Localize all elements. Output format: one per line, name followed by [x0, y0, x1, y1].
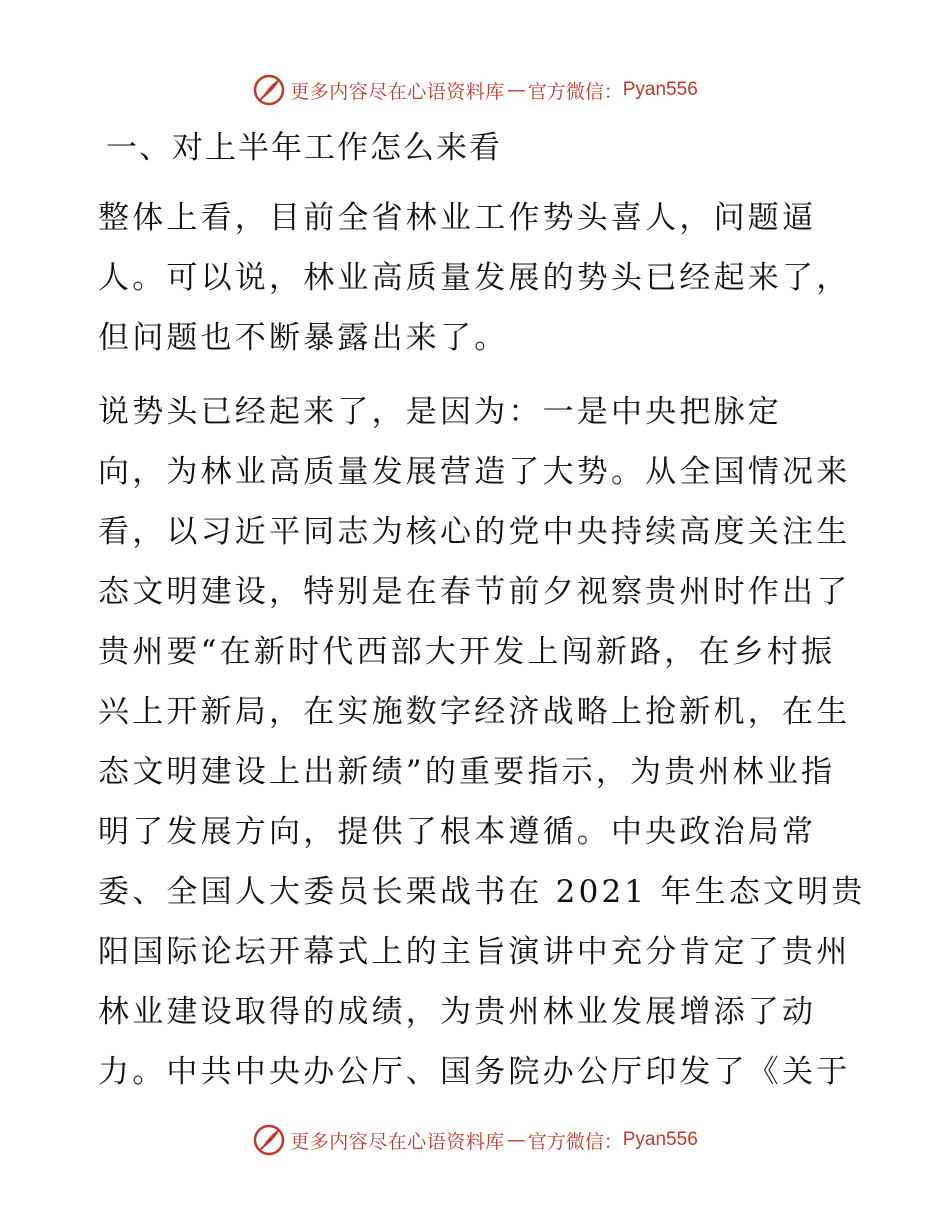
text-line: 阳国际论坛开幕式上的主旨演讲中充分肯定了贵州 [98, 934, 851, 970]
watermark-site-text: 更多内容尽在心语资料库 [290, 1130, 505, 1153]
watermark-wechat-id: Pyan556 [622, 1129, 698, 1150]
text-line: 态文明建设上出新绩”的重要指示，为贵州林业指 [98, 754, 836, 790]
feather-quill-icon [252, 1123, 286, 1157]
watermark-wechat-id: Pyan556 [622, 79, 698, 100]
text-line: 兴上开新局，在实施数字经济战略上抢新机，在生 [98, 694, 851, 730]
text-line: 看，以习近平同志为核心的党中央持续高度关注生 [98, 514, 851, 550]
watermark-official-label: 官方微信： [527, 1130, 623, 1153]
text-line: 说势头已经起来了，是因为：一是中央把脉定 [98, 394, 782, 430]
text-line: 但问题也不断暴露出来了。 [98, 320, 509, 356]
footer-watermark [0, 1120, 950, 1160]
text-line: 态文明建设，特别是在春节前夕视察贵州时作出了 [98, 574, 851, 610]
text-line: 贵州要“在新时代西部大开发上闯新路，在乡村振 [98, 634, 836, 670]
header-watermark [0, 70, 950, 110]
watermark-site-text: 更多内容尽在心语资料库 [290, 80, 505, 103]
text-line: 明了发展方向，提供了根本遵循。中央政治局常 [98, 814, 817, 850]
text-line: 委、全国人大委员长栗战书在 2021 年生态文明贵 [98, 874, 866, 910]
watermark-separator: — [506, 79, 526, 101]
text-line: 力。中共中央办公厅、国务院办公厅印发了《关于 [98, 1054, 851, 1090]
watermark-official-label: 官方微信： [527, 80, 623, 103]
text-line: 整体上看，目前全省林业工作势头喜人，问题逼 [98, 200, 817, 236]
section-heading: 一、对上半年工作怎么来看 [106, 130, 502, 166]
text-line: 向，为林业高质量发展营造了大势。从全国情况来 [98, 454, 851, 490]
text-line: 林业建设取得的成绩，为贵州林业发展增添了动 [98, 994, 817, 1030]
text-line: 人。可以说，林业高质量发展的势头已经起来了， [98, 260, 851, 296]
watermark-separator: — [506, 1129, 526, 1151]
feather-quill-icon [252, 73, 286, 107]
